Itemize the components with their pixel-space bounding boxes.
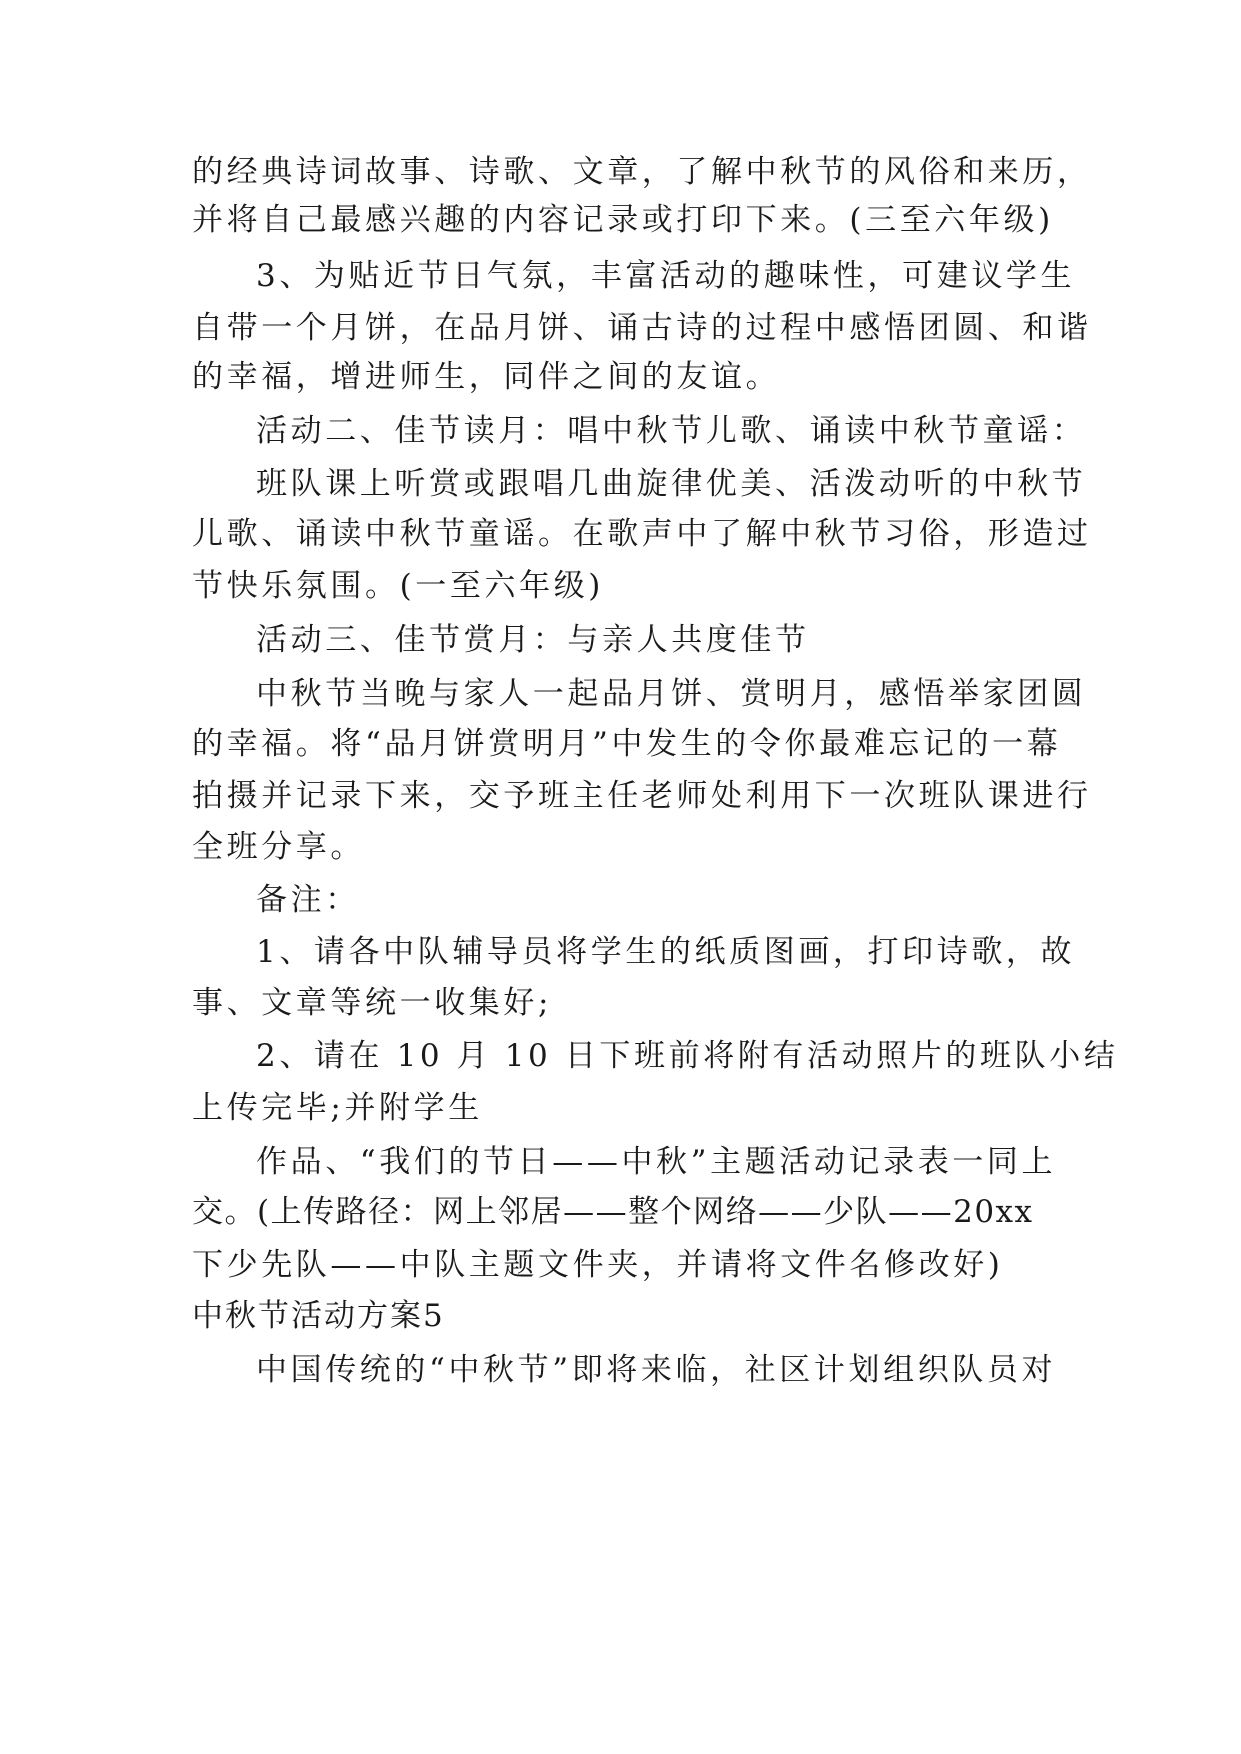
paragraph-line: 节快乐氛围。(一至六年级) xyxy=(192,568,604,604)
paragraph-line: 下少先队——中队主题文件夹，并请将文件名修改好) xyxy=(192,1247,1004,1283)
paragraph-line: 全班分享。 xyxy=(192,829,365,865)
paragraph-line: 拍摄并记录下来，交予班主任老师处利用下一次班队课进行 xyxy=(192,778,1092,814)
section-heading: 活动三、佳节赏月：与亲人共度佳节 xyxy=(256,622,810,658)
paragraph-line: 交。(上传路径：网上邻居——整个网络——少队——20xx xyxy=(192,1194,1034,1230)
paragraph-line: 2、请在 10 月 10 日下班前将附有活动照片的班队小结 xyxy=(256,1038,1119,1074)
paragraph-line: 1、请各中队辅导员将学生的纸质图画，打印诗歌，故 xyxy=(256,934,1076,970)
paragraph-line: 自带一个月饼，在品月饼、诵古诗的过程中感悟团圆、和谐 xyxy=(192,310,1092,346)
section-title: 中秋节活动方案5 xyxy=(192,1298,445,1334)
paragraph-line: 3、为贴近节日气氛，丰富活动的趣味性，可建议学生 xyxy=(256,258,1076,294)
paragraph-line: 班队课上听赏或跟唱几曲旋律优美、活泼动听的中秋节 xyxy=(256,466,1087,502)
paragraph-line: 中秋节当晚与家人一起品月饼、赏明月，感悟举家团圆 xyxy=(256,676,1087,712)
paragraph-line: 儿歌、诵读中秋节童谣。在歌声中了解中秋节习俗，形造过 xyxy=(192,516,1092,552)
paragraph-line: 中国传统的“中秋节”即将来临，社区计划组织队员对 xyxy=(256,1352,1057,1388)
paragraph-line: 的经典诗词故事、诗歌、文章，了解中秋节的风俗和来历， xyxy=(192,154,1092,190)
paragraph-line: 并将自己最感兴趣的内容记录或打印下来。(三至六年级) xyxy=(192,202,1054,238)
paragraph-line: 上传完毕;并附学生 xyxy=(192,1090,483,1126)
paragraph-line: 的幸福。将“品月饼赏明月”中发生的令你最难忘记的一幕 xyxy=(192,726,1062,762)
paragraph-line: 作品、“我们的节日——中秋”主题活动记录表一同上 xyxy=(256,1144,1057,1180)
paragraph-line: 事、文章等统一收集好; xyxy=(192,985,553,1021)
paragraph-line: 的幸福，增进师生，同伴之间的友谊。 xyxy=(192,359,781,395)
section-heading: 活动二、佳节读月：唱中秋节儿歌、诵读中秋节童谣： xyxy=(256,413,1087,449)
note-heading: 备注： xyxy=(256,882,360,918)
